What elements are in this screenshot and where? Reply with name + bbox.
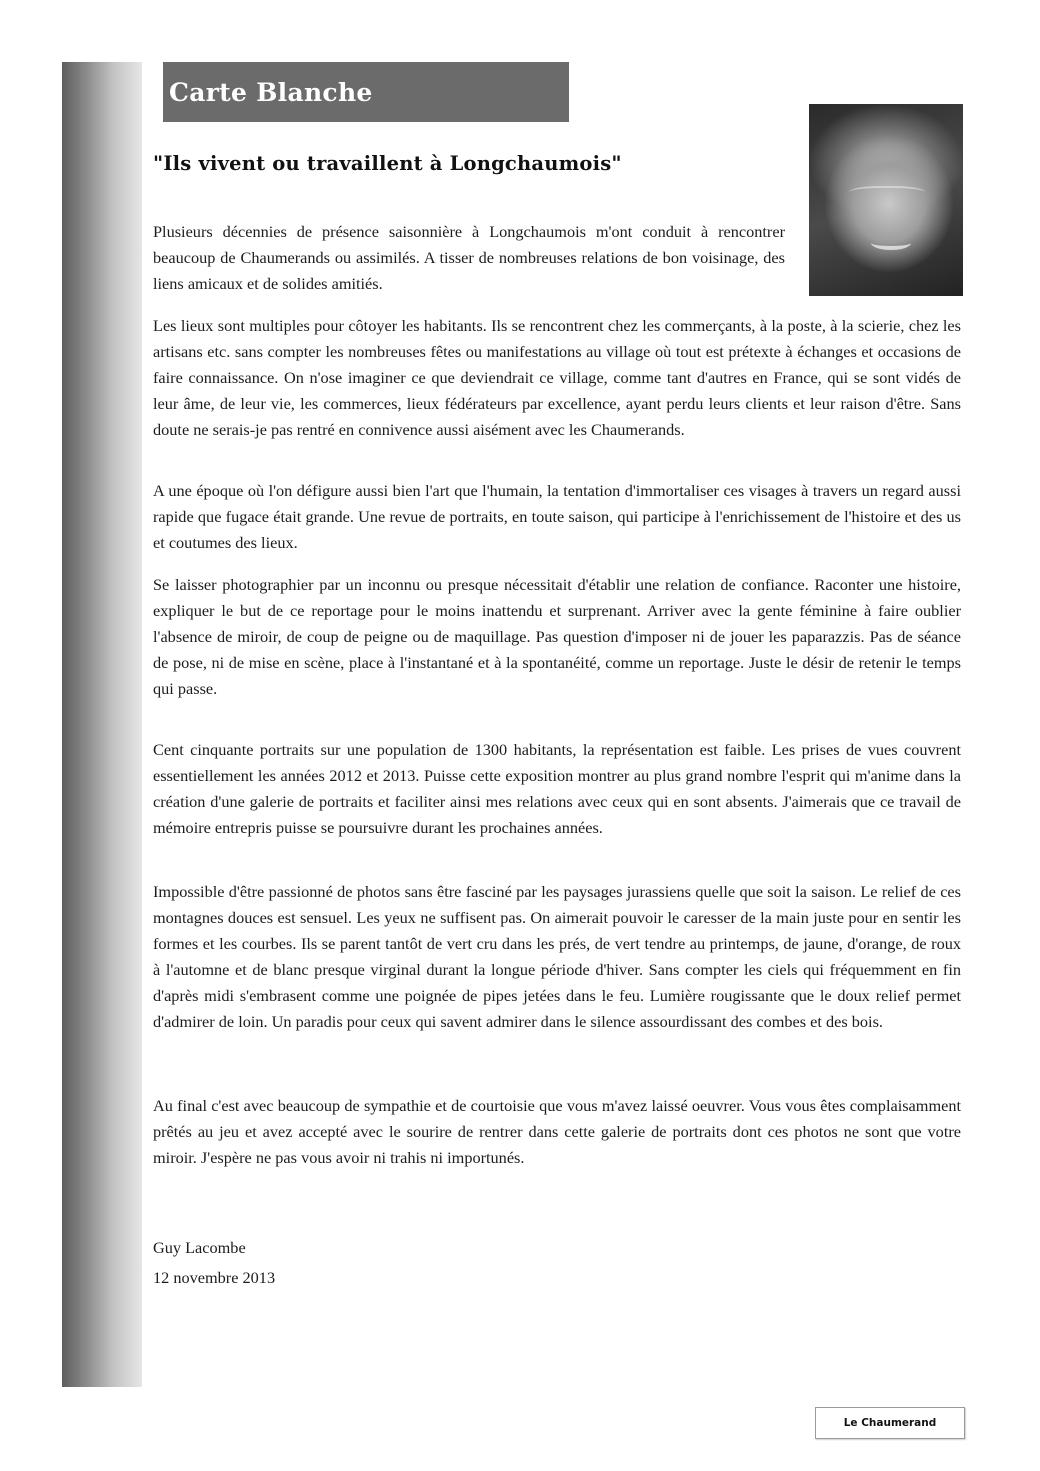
paragraph-2: Les lieux sont multiples pour côtoyer les habitants. Ils se rencontrent chez les commerçants, à la poste, à la scierie, chez les artisans etc. sans compter les nombreuses fêtes ou manifestations au village où tout est prétexte à échanges et occasions de faire connaissance. On n'ose imaginer ce que deviendrait ce village, comme tant d'autres en France, qui se sont vidés de leur âme, de leur vie, les commerces, lieux fédérateurs par excellence, ayant perdu leurs clients et leur raison d'être. Sans doute ne serais-je pas rentré en connivence aussi aisément avec les Chaumerands. [153,316,961,439]
publication-footer-badge [815,1407,965,1439]
section-label: Carte Blanche [169,77,373,107]
article-date: 12 novembre 2013 [153,1268,276,1287]
paragraph-6: Impossible d'être passionné de photos sans être fasciné par les paysages jurassiens quelle que soit la saison. Le relief de ces montagnes douces est sensuel. Les yeux ne suffisent pas. On aimerait pouvoir le caresser de la main juste pour en sentir les formes et les courbes. Ils se parent tantôt de vert cru dans les prés, de vert tendre au printemps, de jaune, d'orange, de roux à l'automne et de blanc presque virginal durant la longue période d'hiver. Sans compter les ciels qui fréquemment en fin d'après midi s'embrasent comme une poignée de pipes jetées dans le feu. Lumière rougissante que le doux relief permet d'admirer de loin. Un paradis pour ceux qui savent admirer dans le silence assourdissant des combes et des bois. [153,882,961,1031]
section-header [163,62,569,122]
paragraph-5: Cent cinquante portraits sur une population de 1300 habitants, la représentation est faible. Les prises de vues couvrent essentiellement les années 2012 et 2013. Puisse cette exposition montrer au plus grand nombre l'esprit qui m'anime dans la création d'une galerie de portraits et faciliter ainsi mes relations avec ceux qui en sont absents. J'aimerais que ce travail de mémoire entrepris puisse se poursuivre durant les prochaines années. [153,740,961,837]
paragraph-7: Au final c'est avec beaucoup de sympathie et de courtoisie que vous m'avez laissé oeuvrer. Vous vous êtes complaisamment prêtés au jeu et avez accepté avec le sourire de rentrer dans cette galerie de portraits dont ces photos ne sont que votre miroir. J'espère ne pas vous avoir ni trahis ni importunés. [153,1096,961,1167]
decorative-gradient-sidebar [62,62,142,1387]
portrait-smile-detail [871,236,911,250]
author-signature: Guy Lacombe [153,1238,246,1257]
article-title: "Ils vivent ou travaillent à Longchaumois" [153,152,622,175]
portrait-glasses-detail [849,186,925,202]
paragraph-4: Se laisser photographier par un inconnu ou presque nécessitait d'établir une relation de confiance. Raconter une histoire, expliquer le but de ce reportage pour le moins inattendu et surprenant. Arriver avec la gente féminine à faire oublier l'absence de miroir, de coup de peigne ou de maquillage. Pas question d'imposer ni de jouer les paparazzis. Pas de séance de pose, ni de mise en scène, place à l'instantané et à la spontanéité, comme un reportage. Juste le désir de retenir le temps qui passe. [153,575,961,698]
paragraph-3: A une époque où l'on défigure aussi bien l'art que l'humain, la tentation d'immortaliser ces visages à travers un regard aussi rapide que fugace était grande. Une revue de portraits, en toute saison, qui participe à l'enrichissement de l'histoire et des us et coutumes des lieux. [153,481,961,552]
publication-name: Le Chaumerand [843,1417,937,1429]
paragraph-1: Plusieurs décennies de présence saisonnière à Longchaumois m'ont conduit à rencontrer beaucoup de Chaumerands ou assimilés. A tisser de nombreuses relations de bon voisinage, des liens amicaux et de solides amitiés. [153,222,785,293]
author-portrait-image [809,104,963,296]
